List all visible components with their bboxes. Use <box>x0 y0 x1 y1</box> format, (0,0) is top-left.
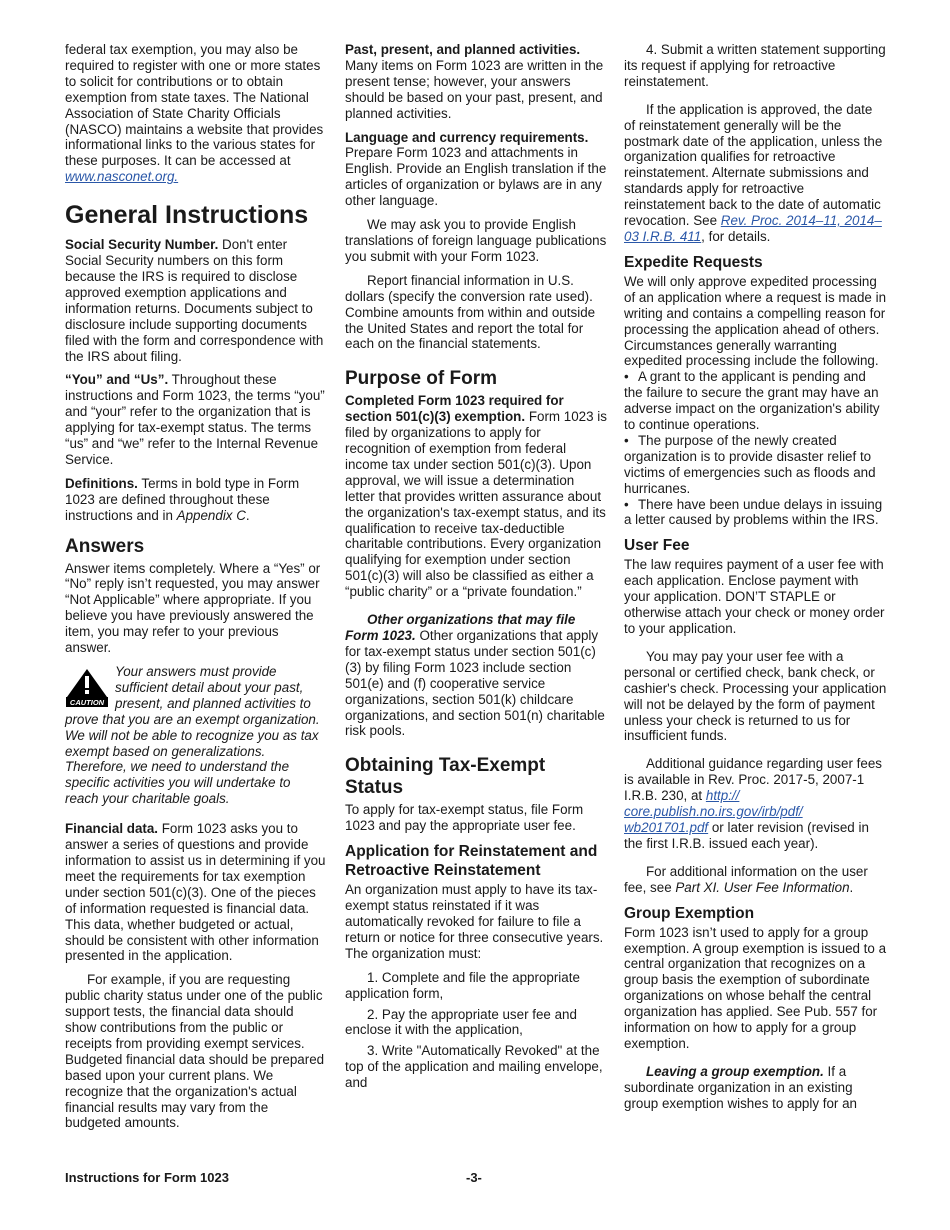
user-fee-paragraph: The law requires payment of a user fee with each application. Enclose payment with your application. DON’T STAPLE or otherwise attach your check or money order to your application. <box>624 557 885 636</box>
column-1 <box>65 42 327 1139</box>
reinstatement-paragraph: An organization must apply to have its tax-exempt status reinstated if it was automatically revoked for failure to file a return or notice for three consecutive years. The organization must: <box>345 882 604 961</box>
bullet-icon: • <box>624 369 629 385</box>
answers-paragraph: Answer items completely. Where a “Yes” or “No” reply isn’t requested, you may answer “Not Applicable” where appropriate. If you believe you have previously answered the item, you may refer to your previous answer. <box>65 560 321 656</box>
user-fee-heading: User Fee <box>624 537 690 555</box>
language-paragraph: Language and currency requirements. Prepare Form 1023 and attachments in English. Provide an English translation if the articles of organization or bylaws are in any other language. <box>345 129 607 209</box>
expedite-bullet: • The purpose of the newly created organization is to provide disaster relief to victims of emergencies such as floods and hurricanes. <box>624 432 876 496</box>
step-4: 4. Submit a written statement supporting its request if applying for retroactive reinstatement. <box>624 42 886 89</box>
expedite-bullet: • There have been undue delays in issuing a letter caused by problems within the IRS. <box>624 496 883 528</box>
bullet-icon: • <box>624 432 629 448</box>
footer-title: Instructions for Form 1023 <box>65 1170 229 1185</box>
intro-paragraph: federal tax exemption, you may also be required to register with one or more states to solicit for contributions or to obtain exemption from state taxes. The National Association of State Charity Officials (NASCO) maintains a website that provides informational links to the various states for these purposes. It can be accessed at www.nasconet.org. <box>65 42 324 185</box>
user-fee-payment-paragraph: You may pay your user fee with a personal or certified check, bank check, or cashier's check. Processing your application will not be delayed by the form of payment unless your check is returned to us for insufficient funds. <box>624 648 887 744</box>
general-instructions-heading: General Instructions <box>65 201 309 230</box>
step-1: 1. Complete and file the appropriate application form, <box>345 969 580 1001</box>
other-orgs-paragraph: Other organizations that may file Form 1023. Other organizations that apply for tax-exempt status under section 501(c)(3) by filing Form 1023 include section 501(e) and (f) cooperative service organizations, section 501(k) childcare organizations, and section 501(n) charitable risk pools. <box>345 612 605 739</box>
reinstatement-heading: Application for Reinstatement and Retroactive Reinstatement <box>345 843 598 880</box>
obtaining-paragraph: To apply for tax-exempt status, file Form 1023 and pay the appropriate user fee. <box>345 802 584 834</box>
step-2: 2. Pay the appropriate user fee and enclose it with the application, <box>345 1006 577 1038</box>
caution-label: CAUTION <box>69 698 105 707</box>
definitions-paragraph: Definitions. Terms in bold type in Form 1023 are defined throughout these instructions and in Appendix C. <box>65 475 300 523</box>
purpose-heading: Purpose of Form <box>345 368 498 390</box>
expedite-paragraph: We will only approve expedited processing of an application where a request is made in writing and contains a compelling reason for processing the application ahead of others. Circumstances generally warranting expedited processing include the following. <box>624 273 887 369</box>
expedite-bullet: • A grant to the applicant is pending and the failure to secure the grant may have an adverse impact on the organization's ability to continue operations. <box>624 369 880 433</box>
obtaining-heading: Obtaining Tax-Exempt Status <box>345 755 546 799</box>
group-exemption-paragraph: Form 1023 isn’t used to apply for a group exemption. A group exemption is issued to a central organization that recognizes on a group basis the exemption of subordinate organizations on whose behalf the central organization has applied. See Pub. 557 for information on how to apply for a group exemption. <box>624 924 887 1051</box>
financial-data-paragraph: Financial data. Form 1023 asks you to answer a series of questions and provide information to assist us in determining if you meet the requirements for tax exemption under section 501(c)(3). One of the pieces of information requested is financial data. This data, whether budgeted or actual, should be consistent with other information presented in the application. <box>65 821 326 964</box>
user-fee-guidance-paragraph: Additional guidance regarding user fees is available in Rev. Proc. 2017-5, 2007-1 I.R.B. 230, at http:// core.publish.no.irs.gov/irb/pdf/ wb201701.pdf or later revision (revised in the first I.R.B. issued each year). <box>624 756 882 851</box>
group-exemption-heading: Group Exemption <box>624 904 755 922</box>
answers-heading: Answers <box>65 535 145 557</box>
currency-paragraph: Report financial information in U.S. dollars (specify the conversion rate used). Combine amounts from within and outside the United States and report the total for each on the financial statements. <box>345 272 596 352</box>
leaving-group-paragraph: Leaving a group exemption. If a subordinate organization in an existing group exemption wishes to apply for an <box>624 1063 857 1111</box>
column-3 <box>624 42 887 1120</box>
past-present-paragraph: Past, present, and planned activities. Many items on Form 1023 are written in the present tense; however, your answers should be based on your past, present, and planned activities. <box>345 42 604 121</box>
financial-example-paragraph: For example, if you are requesting public charity status under one of the public support tests, the financial data should show contributions from the public or receipts from providing exempt services. Budgeted financial data should be prepared based upon your current plans. We recognize that the organization's actual financial results may vary from the budgeted amounts. <box>65 972 325 1131</box>
approved-paragraph: If the application is approved, the date of reinstatement generally will be the postmark date of the application, unless the organization qualifies for retroactive reinstatement. Alternate submissions and standards apply for retroactive reinstatement back to the date of automatic revocation. See Rev. Proc. 2014–11, 2014–03 I.R.B. 411, for details. <box>624 101 883 244</box>
irb-pdf-link[interactable]: http:// core.publish.no.irs.gov/irb/pdf/ wb201701.pdf <box>624 788 803 835</box>
caution-icon <box>65 668 109 708</box>
page-number: -3- <box>466 1170 482 1185</box>
you-us-paragraph: “You” and “Us”. Throughout these instructions and Form 1023, the terms “you” and “your” refer to the organization that is applying for tax-exempt status. The terms “us” and “we” refer to the Internal Revenue Service. <box>65 372 325 467</box>
user-fee-more-paragraph: For additional information on the user fee, see Part XI. User Fee Information. <box>624 863 868 895</box>
caution-note <box>65 664 327 807</box>
expedite-heading: Expedite Requests <box>624 253 763 271</box>
caution-text: Your answers must provide sufficient detail about your past, present, and planned activities to prove that you are an exempt organization. We will not be able to recognize you as tax exempt based on generalizations. Therefore, we need to understand the specific activities you will undertake to reach your charitable goals. <box>65 664 320 807</box>
rev-proc-link[interactable]: Rev. Proc. 2014–11, 2014–03 I.R.B. 411 <box>624 213 882 244</box>
language-ask-paragraph: We may ask you to provide English translations of foreign language publications you submit with your Form 1023. <box>345 217 607 264</box>
column-2 <box>345 42 607 1099</box>
step-3: 3. Write "Automatically Revoked" at the top of the application and mailing envelope, and <box>345 1043 603 1091</box>
nasconet-link[interactable]: www.nasconet.org. <box>65 169 179 185</box>
bullet-icon: • <box>624 496 629 512</box>
ssn-paragraph: Social Security Number. Don't enter Social Security numbers on this form because the IRS is required to disclose approved exemption applications and information returns. Documents subject to disclosure include supporting documents filed with the form and correspondence with the IRS about filing. <box>65 237 324 364</box>
completed-form-paragraph: Completed Form 1023 required for section 501(c)(3) exemption. Form 1023 is filed by organizations to apply for recognition of exemption from federal income tax under section 501(c)(3). Upon approval, we will issue a determination letter that provides written assurance about the organization's tax-exempt status, and its qualification to receive tax-deductible charitable contributions. Every organization qualifying for exemption under section 501(c)(3) will also be classified as either a “public charity” or a “private foundation.” <box>345 393 607 600</box>
